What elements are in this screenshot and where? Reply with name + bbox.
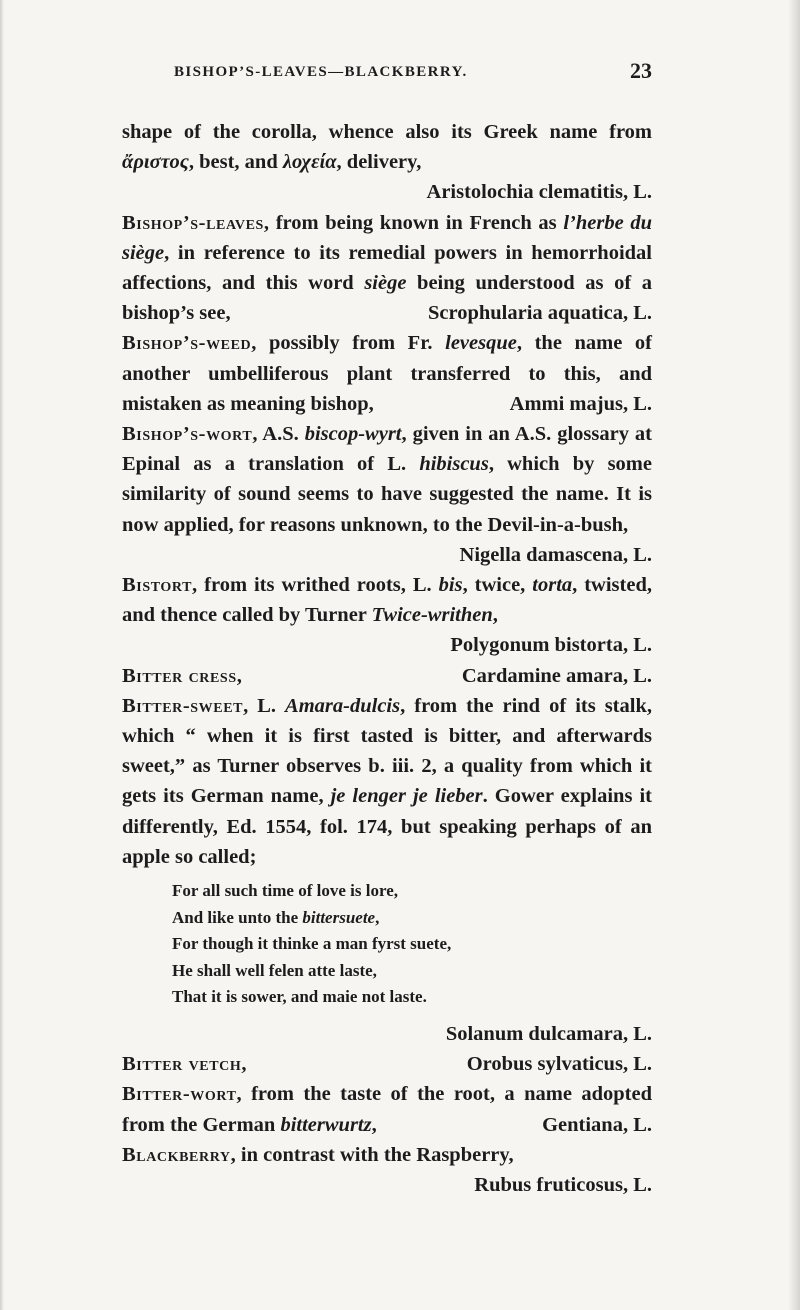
greek-word-aristos: ἄριστος [122, 151, 189, 174]
body-text [122, 117, 652, 1200]
headword-bitter-vetch: Bitter vetch [122, 1053, 242, 1076]
headword-bitter-cress: Bitter cress [122, 664, 237, 687]
headword-bitter-wort: Bitter-wort [122, 1083, 237, 1106]
binomial-ammi: Ammi majus, L. [509, 392, 652, 415]
running-head [122, 54, 652, 88]
poem-line: He shall well felen atte laste, [172, 960, 377, 980]
headword-bishops-leaves: Bishop’s-leaves [122, 211, 264, 234]
binomial-polygonum: Polygonum bistorta, L. [450, 634, 652, 657]
binomial-rubus: Rubus fruticosus, L. [474, 1174, 652, 1197]
poem-line: That it is sower, and maie not laste. [172, 987, 427, 1007]
page-number: 23 [630, 58, 652, 83]
running-title: BISHOP’S-LEAVES—BLACKBERRY. [174, 64, 468, 80]
gower-quotation [172, 878, 652, 1011]
entry-bistort: Bistort, from its writhed roots, L. bis, twice, torta, twisted, and thence called by Turner Twice-writhen, Polygonum bistorta, L. [122, 570, 652, 661]
entry-bishops-weed: Bishop’s-weed, possibly from Fr. levesque, the name of another umbelliferous plant transferred to this, and mistaken as meaning bishop, Ammi majus, L. [122, 328, 652, 419]
binomial-nigella: Nigella damascena, L. [459, 543, 652, 566]
entry-bitter-wort: Bitter-wort, from the taste of the root, a name adopted from the German bitterwurtz, Gentiana, L. [122, 1079, 652, 1139]
headword-blackberry: Blackberry [122, 1143, 231, 1166]
book-page [122, 54, 652, 1200]
entry-bitter-vetch: Bitter vetch, Orobus sylvaticus, L. [122, 1049, 652, 1079]
binomial-scrophularia: Scrophularia aquatica, L. [427, 302, 652, 325]
poem-line: For all such time of love is lore, [172, 881, 399, 901]
binomial-cardamine: Cardamine amara, L. [461, 664, 652, 687]
headword-bitter-sweet: Bitter-sweet [122, 694, 244, 717]
page-right-edge [788, 0, 800, 1310]
poem-line: And like unto the bittersuete, [172, 907, 380, 927]
poem-line: For though it thinke a man fyrst suete, [172, 934, 452, 954]
entry-corolla-continuation: shape of the corolla, whence also its Greek name from ἄριστος, best, and λοχεία, delivery, Aristolochia clematitis, L. [122, 117, 652, 208]
binomial-solanum: Solanum dulcamara, L. [445, 1023, 652, 1046]
headword-bistort: Bistort [122, 574, 193, 597]
headword-bishops-wort: Bishop’s-wort [122, 423, 253, 446]
greek-word-locheia: λοχεία [282, 151, 337, 174]
entry-bishops-leaves: Bishop’s-leaves, from being known in French as l’herbe du siège, in reference to its remedial powers in hemorrhoidal affections, and this word siège being understood as of a bishop’s see, Scrophularia aquatica, L. [122, 208, 652, 329]
binomial-aristolochia: Aristolochia clematitis, L. [426, 181, 652, 204]
binomial-gentiana: Gentiana, L. [542, 1113, 652, 1136]
entry-bitter-sweet: Bitter-sweet, L. Amara-dulcis, from the rind of its stalk, which “ when it is first tasted is bitter, and afterwards sweet,” as Turner observes b. iii. 2, a quality from which it gets its German name, je lenger je lieber. Gower explains it differently, Ed. 1554, fol. 174, but speaking perhaps of an apple so called; [122, 694, 652, 868]
binomial-orobus: Orobus sylvaticus, L. [466, 1053, 652, 1076]
entry-bitter-cress: Bitter cress, Cardamine amara, L. [122, 661, 652, 691]
headword-bishops-weed: Bishop’s-weed [122, 332, 252, 355]
entry-blackberry: Blackberry, in contrast with the Raspberry, Rubus fruticosus, L. [122, 1140, 652, 1200]
page-left-edge [0, 0, 4, 1310]
entry-bishops-wort: Bishop’s-wort, A.S. biscop-wyrt, given in an A.S. glossary at Epinal as a translation of L. hibiscus, which by some similarity of sound seems to have suggested the name. It is now applied, for reasons unknown, to the Devil-in-a-bush, Nigella damascena, L. [122, 419, 652, 570]
